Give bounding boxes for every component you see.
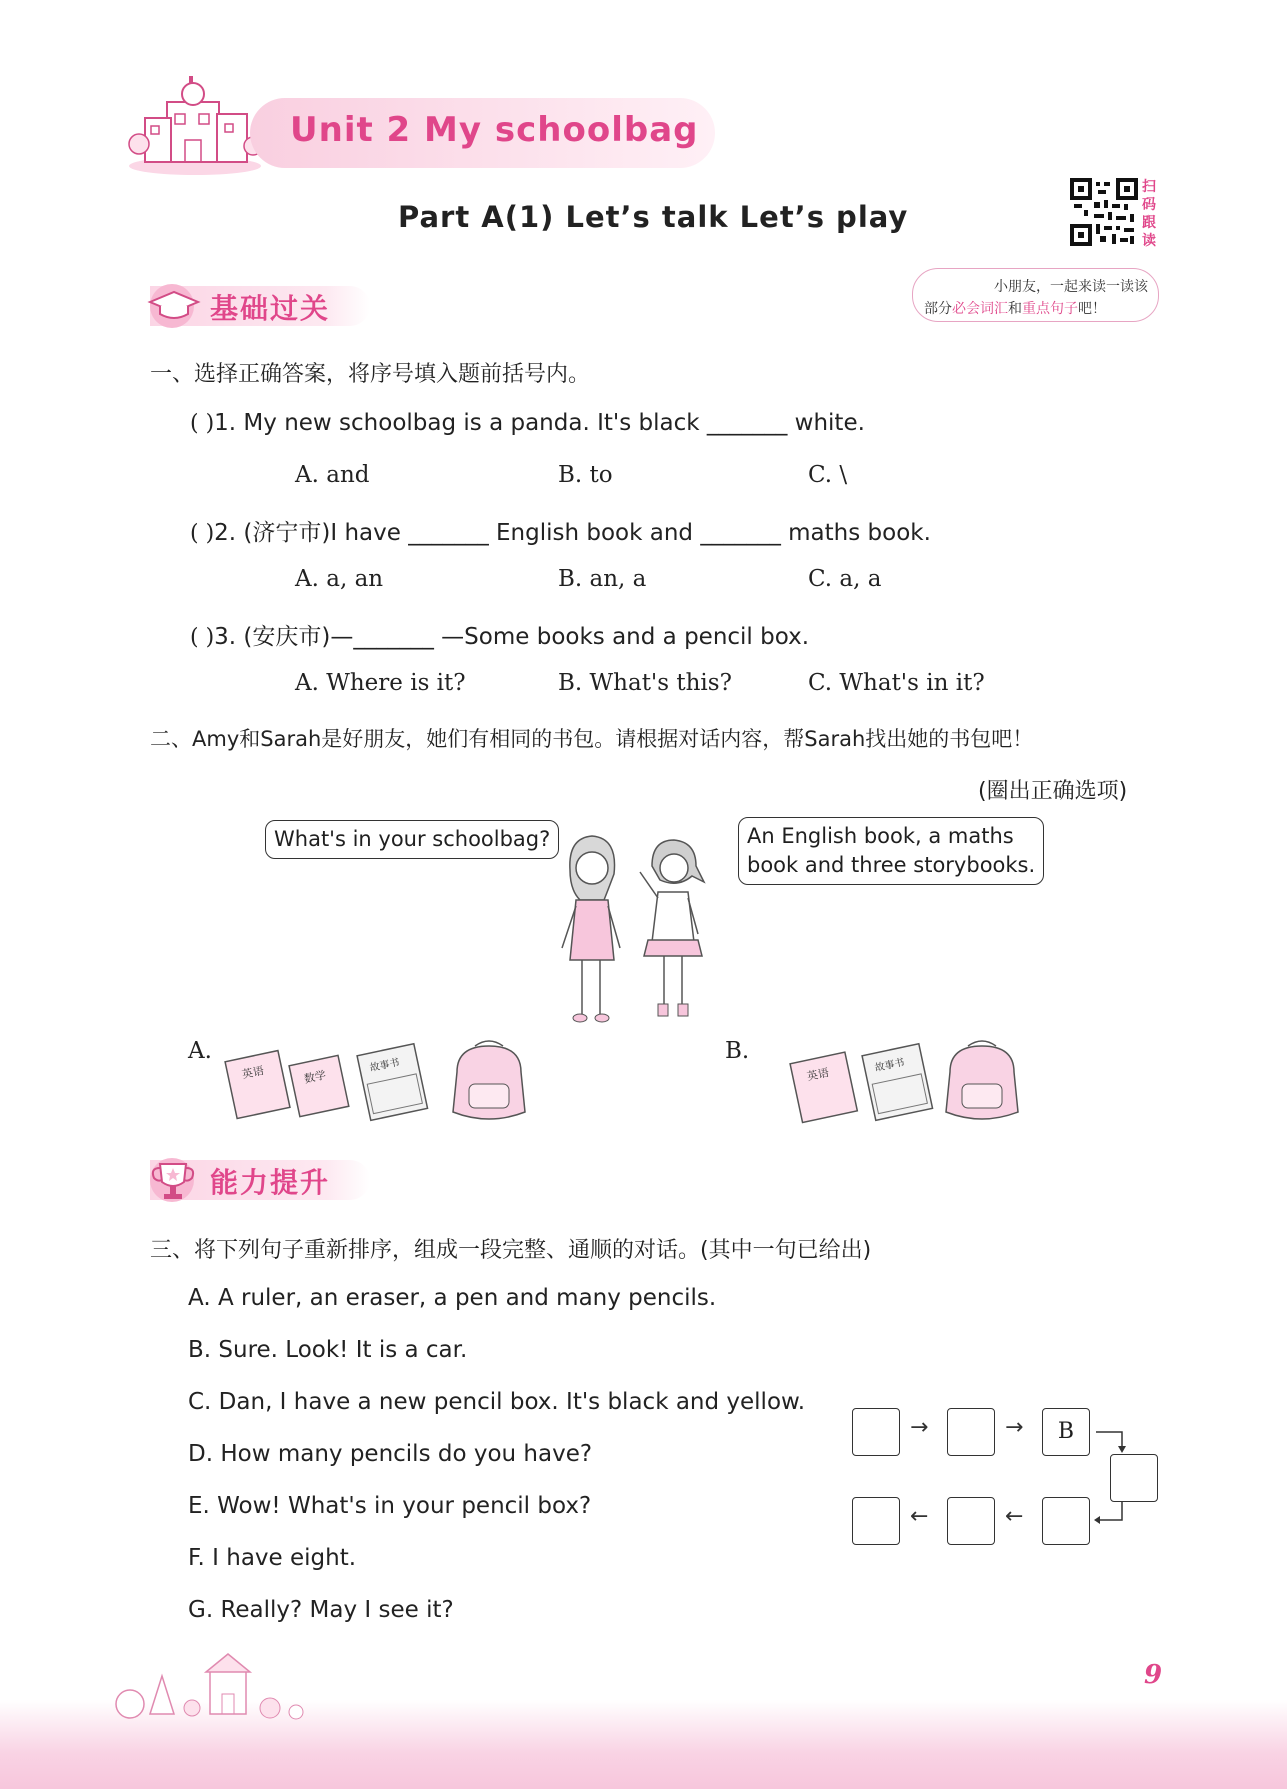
order-box-4[interactable]: [1110, 1454, 1158, 1502]
two-girls-illustration: [548, 830, 728, 1030]
answer-paren[interactable]: ( ): [190, 625, 215, 650]
corner-arrow-down-icon: [1094, 1420, 1134, 1454]
bubble-line-1: An English book, a maths: [747, 824, 1014, 848]
speech-bubble-sarah: [738, 817, 1044, 885]
option-a-books-and-bag[interactable]: [215, 1040, 550, 1130]
q1-1-option-b: B. to: [558, 462, 613, 488]
page-number: 9: [1144, 1660, 1163, 1690]
q1-3-option-a: A. Where is it?: [295, 670, 466, 696]
q1-2-option-a: A. a, an: [295, 566, 384, 592]
q1-heading: 一、选择正确答案，将序号填入题前括号内。: [150, 362, 591, 387]
q3-sentence-a: A. A ruler, an eraser, a pen and many pencils.: [188, 1285, 717, 1311]
q1-3-option-c: C. What's in it?: [808, 670, 985, 696]
question-text: 2. (济宁市)I have _______ English book and _______ maths book.: [214, 520, 931, 546]
order-box-1[interactable]: [852, 1408, 900, 1456]
graduation-cap-icon: [146, 282, 202, 330]
q2-heading: 二、Amy和Sarah是好朋友，她们有相同的书包。请根据对话内容，帮Sarah找出她的书包吧！: [150, 727, 1034, 751]
q1-1-option-a: A. and: [295, 462, 370, 488]
q1-2-option-b: B. an, a: [558, 566, 647, 592]
arrow-left-icon: ←: [1005, 1504, 1024, 1529]
footer-town-illustration: [100, 1650, 340, 1730]
corner-arrow-left-icon: [1094, 1500, 1134, 1540]
section1-title: 基础过关: [210, 292, 331, 325]
order-box-3-given: B: [1042, 1408, 1090, 1456]
note-words-highlight: 必会词汇: [952, 301, 1008, 317]
q1-3-option-b: B. What's this?: [558, 670, 732, 696]
q3-sentence-d: D. How many pencils do you have?: [188, 1441, 593, 1467]
book-english-cover: 英语: [240, 1064, 266, 1082]
q1-item-1: [190, 410, 865, 436]
option-b-books-and-bag[interactable]: [780, 1040, 1040, 1130]
q2-option-b-label[interactable]: B.: [725, 1038, 750, 1064]
q3-sentence-f: F. I have eight.: [188, 1545, 357, 1571]
q3-sentence-b: B. Sure. Look! It is a car.: [188, 1337, 468, 1363]
note-text: 和: [1008, 301, 1022, 317]
note-sentences-highlight: 重点句子: [1022, 301, 1078, 317]
order-box-2[interactable]: [947, 1408, 995, 1456]
arrow-left-icon: ←: [910, 1504, 929, 1529]
q2-hint: (圈出正确选项): [978, 779, 1128, 804]
q3-heading: 三、将下列句子重新排序，组成一段完整、通顺的对话。(其中一句已给出): [150, 1238, 872, 1263]
part-title: Part A(1) Let’s talk Let’s play: [398, 200, 909, 234]
q1-1-option-c: C. \: [808, 462, 848, 488]
reading-note-line2: [924, 298, 1106, 318]
reading-note-line1: 小朋友，一起来读一读该: [994, 279, 1148, 295]
arrow-right-icon: →: [910, 1415, 929, 1440]
section2-title: 能力提升: [210, 1166, 331, 1199]
q1-2-option-c: C. a, a: [808, 566, 882, 592]
q1-item-3: [190, 618, 809, 651]
q3-sentence-e: E. Wow! What's in your pencil box?: [188, 1493, 592, 1519]
qr-label: 扫码跟读: [1142, 179, 1156, 249]
arrow-right-icon: →: [1005, 1415, 1024, 1440]
book-story-cover: 故事书: [873, 1057, 906, 1075]
answer-paren[interactable]: ( ): [190, 521, 215, 546]
q1-item-2: [190, 514, 931, 547]
question-text: 3. (安庆市)—_______ —Some books and a pencil box.: [214, 624, 810, 650]
book-story-cover: 故事书: [368, 1057, 401, 1075]
order-box-5[interactable]: [1042, 1497, 1090, 1545]
q2-option-a-label[interactable]: A.: [188, 1038, 212, 1064]
book-maths-cover: 数学: [302, 1068, 328, 1086]
speech-bubble-amy: What's in your schoolbag?: [265, 820, 559, 859]
trophy-icon: [146, 1156, 202, 1206]
order-box-6[interactable]: [947, 1497, 995, 1545]
q3-sentence-g: G. Really? May I see it?: [188, 1597, 454, 1623]
bubble-line-2: book and three storybooks.: [747, 853, 1036, 877]
q3-sentence-c: C. Dan, I have a new pencil box. It's black and yellow.: [188, 1389, 806, 1415]
qr-code-icon[interactable]: [1070, 178, 1138, 246]
answer-paren[interactable]: ( ): [190, 411, 215, 436]
unit-title: Unit 2 My schoolbag: [290, 110, 699, 150]
question-text: 1. My new schoolbag is a panda. It's black _______ white.: [214, 410, 865, 436]
order-box-7[interactable]: [852, 1497, 900, 1545]
school-building-illustration: [125, 74, 265, 179]
note-text: 吧！: [1078, 301, 1106, 317]
book-english-cover: 英语: [805, 1066, 831, 1084]
note-text: 部分: [924, 301, 952, 317]
